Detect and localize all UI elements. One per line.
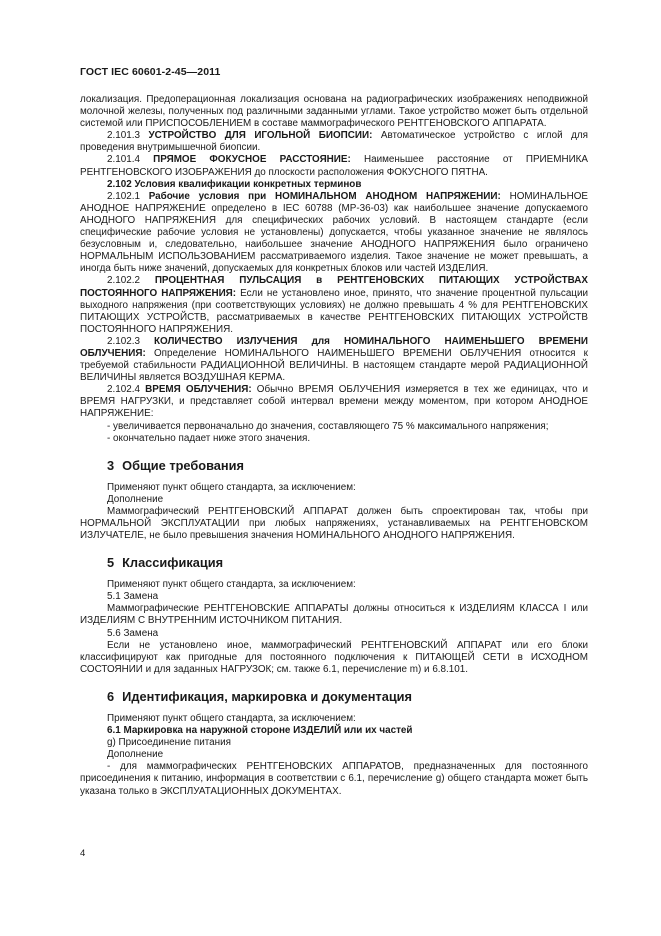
list-item-g: g) Присоединение питания [107, 737, 231, 749]
paragraph-2-102 [80, 179, 588, 191]
section-number: 3 [107, 457, 115, 473]
section-heading-5 [107, 555, 588, 570]
definition-text: НОМИНАЛЬНОЕ АНОДНОЕ НАПРЯЖЕНИЕ определено в IEC 60788 (МР-36-03) как наибольшее значение допускаемого АНОДНОГО НАПРЯЖЕНИЯ для специфических рабочих условий. В настоящем стандарте (если специфические рабочие условия не установлены) допускается, чтобы указанное значение не являлось безусловным и, следовательно, наибольшее значение АНОДНОГО НАПРЯЖЕНИЯ было ограничено НОРМАЛЬНЫМ ИСПОЛЬЗОВАНИЕМ рассматриваемого изделия. Такое значение не может превышать, а иногда быть ниже значений, допускаемых для конкретных блоков или частей ИЗДЕЛИЯ. [80, 190, 588, 275]
document-code-header: ГОСТ IEC 60601-2-45—2011 [80, 66, 221, 78]
section-title: Идентификация, маркировка и документация [122, 688, 413, 704]
paragraph-2-102-4 [80, 384, 588, 420]
clause-number: 2.102.2 [107, 275, 140, 287]
subclause-title [80, 725, 588, 737]
paragraph-2-102-1 [80, 191, 588, 276]
subclause-text: Маммографические РЕНТГЕНОВСКИЕ АППАРАТЫ должны относиться к ИЗДЕЛИЯМ КЛАССА I или ИЗДЕЛИЯМ С ВНУТРЕННИМ ИСТОЧНИКОМ ПИТАНИЯ. [80, 603, 588, 627]
term: КОЛИЧЕСТВО ИЗЛУЧЕНИЯ для НОМИНАЛЬНОГО НАИМЕНЬШЕГО ВРЕМЕНИ ОБЛУЧЕНИЯ: [80, 335, 588, 359]
term: Рабочие условия при НОМИНАЛЬНОМ АНОДНОМ НАПРЯЖЕНИИ: [148, 190, 501, 202]
paragraph-2-101-4 [80, 154, 588, 178]
definition-text: Автоматическое устройство с иглой для проведения внутримышечной биопсии. [80, 130, 588, 154]
section-text: - для маммографических РЕНТГЕНОВСКИХ АППАРАТОВ, предназначенных для постоянного присоединения к питанию, информация в соответствии с 6.1, перечисление g) общего стандарта может быть указана только в ЭКСПЛУАТАЦИОННЫХ ДОКУМЕНТАХ. [80, 761, 588, 797]
subclause-label: 5.6 Замена [107, 627, 159, 639]
term: УСТРОЙСТВО ДЛЯ ИГОЛЬНОЙ БИОПСИИ: [148, 130, 373, 142]
addition-label: Дополнение [107, 493, 164, 505]
clause-number: 2.102 [107, 178, 132, 190]
section-title: Классификация [122, 555, 224, 571]
subclause-title-text: 6.1 Маркировка на наружной стороне ИЗДЕЛИЙ или их частей [107, 725, 413, 737]
clause-number: 2.102.4 [107, 384, 140, 396]
paragraph-2-102-2 [80, 275, 588, 335]
section-number: 5 [107, 555, 115, 571]
definition-text: Определение НОМИНАЛЬНОГО НАИМЕНЬШЕГО ВРЕМЕНИ ОБЛУЧЕНИЯ относится к требуемой стабильности РАДИАЦИОННОЙ ВЕЛИЧИНЫ. В настоящем стандарте мерой РАДИАЦИОННОЙ ВЕЛИЧИНЫ является ВОЗДУШНАЯ КЕРМА. [80, 347, 588, 384]
section-heading-6 [107, 689, 588, 704]
section-text: Маммографический РЕНТГЕНОВСКИЙ АППАРАТ должен быть спроектирован так, чтобы при НОРМАЛЬНОЙ ЭКСПЛУАТАЦИИ при любых напряжениях, устанавливаемых на РЕНТГЕНОВСКОМ ИЗЛУЧАТЕЛЕ, не было превышения значения НОМИНАЛЬНОГО АНОДНОГО НАПРЯЖЕНИЯ. [80, 505, 588, 542]
list-item: - увеличивается первоначально до значения, составляющего 75 % максимального напряжения; [107, 420, 549, 432]
paragraph-2-101-3 [80, 130, 588, 154]
subclause-text: Если не установлено иное, маммографический РЕНТГЕНОВСКИЙ АППАРАТ или его блоки классифицируют как пригодные для постоянного подключения к ПИТАЮЩЕЙ СЕТИ в ИСХОДНОМ СОСТОЯНИИ и для заданных НАГРУЗОК; см. также 6.1, перечисление m) и 6.8.101. [80, 639, 588, 675]
clause-number: 2.101.3 [107, 130, 140, 142]
addition-label: Дополнение [107, 749, 164, 761]
page-number: 4 [80, 848, 86, 859]
section-number: 6 [107, 688, 115, 704]
section-heading-3 [107, 458, 588, 473]
list-item: - окончательно падает ниже этого значения. [107, 432, 311, 444]
definition-text: Обычно ВРЕМЯ ОБЛУЧЕНИЯ измеряется в тех же единицах, что и ВРЕМЯ НАГРУЗКИ, и представляет собой интервал времени между моментом, при котором АНОДНОЕ НАПРЯЖЕНИЕ: [80, 384, 589, 420]
definition-text: Наименьшее расстояние от ПРИЕМНИКА РЕНТГЕНОВСКОГО ИЗОБРАЖЕНИЯ до плоскости расположения ФОКУСНОГО ПЯТНА. [80, 154, 589, 178]
term: ПРОЦЕНТНАЯ ПУЛЬСАЦИЯ в РЕНТГЕНОВСКИХ ПИТАЮЩИХ УСТРОЙСТВАХ ПОСТОЯННОГО НАПРЯЖЕНИЯ: [80, 275, 588, 299]
subclause-label: 5.1 Замена [107, 591, 159, 603]
definition-text: Если не установлено иное, принято, что значение процентной пульсации выходного напряжения (при соответствующих условиях) не должно превышать 4 % для РЕНТГЕНОВСКИХ ПИТАЮЩИХ УСТРОЙСТВ, рассматриваемых в качестве РЕНТГЕНОВСКИХ ПИТАЮЩИХ УСТРОЙСТВ ПОСТОЯННОГО НАПРЯЖЕНИЯ. [80, 287, 588, 335]
term: ВРЕМЯ ОБЛУЧЕНИЯ: [145, 384, 252, 396]
section-intro: Применяют пункт общего стандарта, за исключением: [107, 712, 356, 724]
section-intro: Применяют пункт общего стандарта, за исключением: [107, 579, 356, 591]
term: ПРЯМОЕ ФОКУСНОЕ РАССТОЯНИЕ: [153, 154, 351, 166]
section-title: Общие требования [122, 457, 244, 473]
paragraph-localization: локализация. Предоперационная локализация основана на радиографических изображениях неподвижной молочной железы, полученных под различными заданными углами. Такое устройство может быть отдельной системой или ПРИСПОСОБЛЕНИЕМ в составе маммографического РЕНТГЕНОВСКОГО АППАРАТА. [80, 94, 588, 130]
clause-number: 2.102.1 [107, 190, 140, 202]
paragraph-2-102-3 [80, 336, 588, 384]
clause-number: 2.102.3 [107, 335, 140, 347]
clause-title: Условия квалификации конкретных терминов [134, 178, 362, 190]
clause-number: 2.101.4 [107, 154, 140, 166]
document-body [80, 94, 588, 798]
section-intro: Применяют пункт общего стандарта, за исключением: [107, 481, 356, 493]
